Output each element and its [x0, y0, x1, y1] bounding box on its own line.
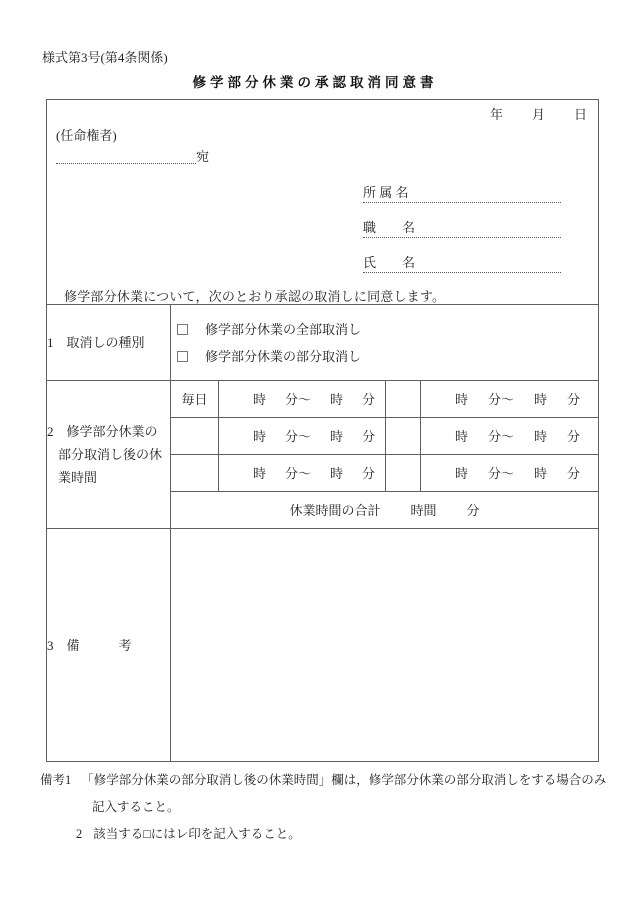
hour-label: 時	[329, 465, 343, 481]
day-cell	[171, 455, 219, 492]
time-range-cell	[421, 381, 599, 418]
form-number: 様式第3号(第4条関係)	[42, 50, 168, 65]
date-line: 年 月 日	[489, 106, 588, 122]
checkbox-icon	[177, 324, 188, 335]
total-hours-unit: 時間	[410, 502, 437, 518]
time-range-cell	[421, 455, 599, 492]
hour-label: 時	[329, 428, 343, 444]
time-range-cell	[219, 381, 386, 418]
form-header-cell	[47, 99, 599, 305]
section1-label: 1 取消しの種別	[47, 305, 171, 381]
minute-tilde-label: 分～	[284, 428, 311, 444]
footnote-1-prefix: 備考1	[40, 773, 72, 788]
hour-label: 時	[252, 391, 266, 407]
consent-statement: 修学部分休業について，次のとおり承認の取消しに同意します。	[64, 288, 446, 304]
position-label: 職 名	[363, 220, 416, 236]
affiliation-label: 所 属 名	[363, 185, 409, 201]
minute-tilde-label: 分～	[284, 391, 311, 407]
hour-label: 時	[454, 465, 468, 481]
minute-label: 分	[566, 465, 580, 481]
footnote-2	[0, 827, 630, 842]
total-row	[171, 492, 599, 529]
position-field	[363, 212, 561, 238]
checkbox-icon	[177, 351, 188, 362]
footnote-1	[0, 773, 630, 788]
time-range-cell	[219, 418, 386, 455]
spacer-cell	[386, 455, 421, 492]
footnote-1-text: 「修学部分休業の部分取消し後の休業時間」欄は，修学部分休業の部分取消しをする場合のみ	[81, 773, 607, 788]
section2-label-line1: 2 修学部分休業の	[47, 424, 158, 440]
option-full-cancellation-label: 修学部分休業の全部取消し	[205, 321, 362, 337]
hour-label: 時	[252, 465, 266, 481]
consent-form-table	[46, 99, 599, 763]
name-field	[363, 247, 561, 273]
footnotes	[0, 773, 630, 842]
addressee-suffix: 宛	[196, 148, 210, 164]
hour-label: 時	[454, 391, 468, 407]
total-minutes-unit: 分	[466, 502, 480, 518]
addressee-blank-line	[56, 149, 196, 164]
addressee-line	[47, 149, 598, 168]
hour-label: 時	[329, 391, 343, 407]
section2-label-line3: 業時間	[58, 470, 98, 486]
affiliation-field	[363, 177, 561, 203]
minute-label: 分	[361, 428, 375, 444]
day-cell-everyday: 毎日	[171, 381, 219, 418]
section2-label	[47, 381, 171, 529]
section3-label: 3 備 考	[47, 529, 171, 762]
option-full-cancellation	[171, 316, 598, 343]
hour-label: 時	[454, 428, 468, 444]
day-cell	[171, 418, 219, 455]
footnote-1-continuation: 記入すること。	[92, 800, 180, 815]
minute-label: 分	[361, 391, 375, 407]
footnote-2-prefix: 2	[76, 827, 83, 842]
minute-tilde-label: 分～	[487, 428, 514, 444]
time-range-cell	[219, 455, 386, 492]
name-label: 氏 名	[363, 255, 416, 271]
appointer-label: (任命権者)	[56, 127, 117, 143]
minute-tilde-label: 分～	[487, 391, 514, 407]
footnote-2-text: 該当する□にはレ印を記入すること。	[93, 827, 301, 842]
hour-label: 時	[533, 465, 547, 481]
option-partial-cancellation-label: 修学部分休業の部分取消し	[205, 348, 362, 364]
minute-tilde-label: 分～	[284, 465, 311, 481]
section1-content	[171, 305, 599, 381]
minute-label: 分	[566, 391, 580, 407]
spacer-cell	[386, 418, 421, 455]
hour-label: 時	[533, 428, 547, 444]
option-partial-cancellation	[171, 343, 598, 370]
hour-label: 時	[252, 428, 266, 444]
minute-tilde-label: 分～	[487, 465, 514, 481]
recipient-block	[363, 177, 561, 273]
spacer-cell	[386, 381, 421, 418]
page-title: 修学部分休業の承認取消同意書	[192, 74, 438, 90]
minute-label: 分	[566, 428, 580, 444]
minute-label: 分	[361, 465, 375, 481]
hour-label: 時	[533, 391, 547, 407]
section2-label-line2: 部分取消し後の休	[58, 447, 163, 463]
total-label: 休業時間の合計	[289, 502, 381, 518]
remarks-cell	[171, 529, 599, 762]
time-range-cell	[421, 418, 599, 455]
